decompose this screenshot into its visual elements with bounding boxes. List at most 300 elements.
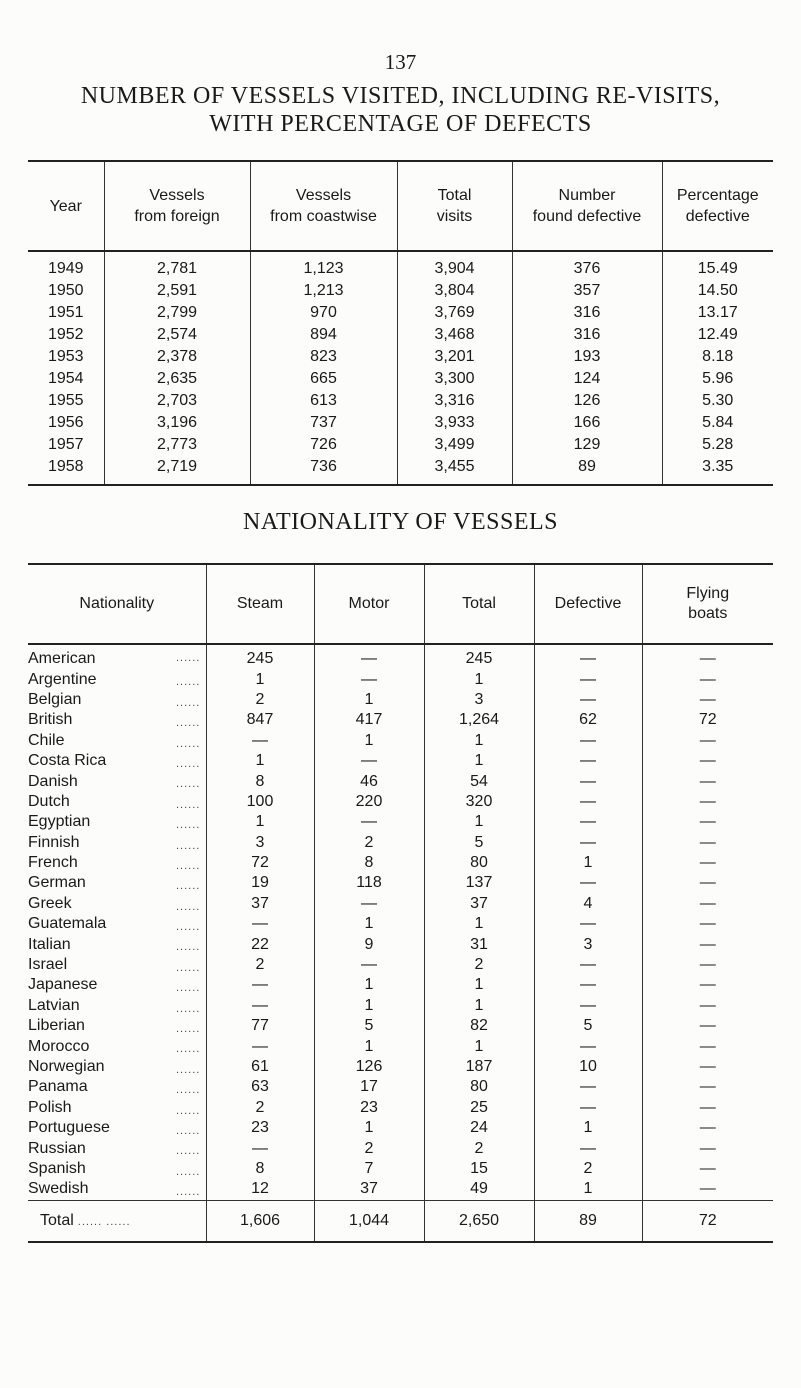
table-header-row [28, 161, 773, 251]
table-cell: 3,300 [397, 368, 512, 390]
column-header: Motor [314, 564, 424, 644]
table-cell: 1 [314, 975, 424, 995]
table-cell: 15 [424, 1159, 534, 1179]
table-cell: 2,773 [104, 434, 250, 456]
table-row [28, 771, 773, 791]
table-cell: — [534, 644, 642, 669]
table-cell: 12 [206, 1179, 314, 1200]
table-cell: 5 [314, 1016, 424, 1036]
table-cell: 23 [206, 1118, 314, 1138]
table-cell: — [534, 1098, 642, 1118]
table-cell: 1950 [47, 282, 84, 299]
table-cell: 1 [534, 853, 642, 873]
table-cell: 3,201 [397, 346, 512, 368]
table-cell: 129 [512, 434, 662, 456]
nationality-name: Polish ...... [28, 1098, 206, 1118]
table-cell: — [642, 1036, 773, 1056]
table-cell: 72 [206, 853, 314, 873]
table-cell: — [534, 955, 642, 975]
table-cell: — [534, 669, 642, 689]
table-cell: 3 [424, 690, 534, 710]
table-cell: 5.30 [662, 390, 773, 412]
table-cell: — [206, 975, 314, 995]
table-row [28, 280, 773, 302]
table-cell: — [642, 1159, 773, 1179]
page-title-line-1: NUMBER OF VESSELS VISITED, INCLUDING RE-VISITS, [80, 83, 721, 109]
table-cell: — [642, 669, 773, 689]
table-row [28, 751, 773, 771]
table-cell: 49 [424, 1179, 534, 1200]
leader-dots: ...... [176, 880, 201, 893]
leader-dots: ...... [176, 982, 201, 995]
total-cell: 89 [534, 1200, 642, 1242]
table-cell: 77 [206, 1016, 314, 1036]
table-cell: 25 [424, 1098, 534, 1118]
column-header: Total [424, 564, 534, 644]
leader-dots: ...... [176, 1145, 201, 1158]
table-cell: — [534, 751, 642, 771]
table-cell: — [642, 792, 773, 812]
table-cell: 1 [314, 1118, 424, 1138]
table-row [28, 1036, 773, 1056]
table-cell: 37 [424, 894, 534, 914]
table-cell: 100 [206, 792, 314, 812]
table-row [28, 434, 773, 456]
table-cell: 5 [534, 1016, 642, 1036]
table-cell: 37 [314, 1179, 424, 1200]
total-label: Total ...... ...... [28, 1200, 206, 1242]
table-cell: — [642, 873, 773, 893]
table-cell: 1 [424, 996, 534, 1016]
nationality-name: British ...... [28, 710, 206, 730]
table-cell: — [642, 996, 773, 1016]
leader-dots: ...... [176, 1023, 201, 1036]
column-header: Vessels from foreign [104, 161, 250, 251]
table-cell: 2,635 [104, 368, 250, 390]
table-cell: 17 [314, 1077, 424, 1097]
table-cell: 737 [250, 412, 397, 434]
table-cell: — [642, 853, 773, 873]
table-row [28, 1057, 773, 1077]
table-cell: 970 [250, 302, 397, 324]
table-cell: 2 [206, 1098, 314, 1118]
table-cell: 3,804 [397, 280, 512, 302]
table-cell: 1952 [47, 326, 84, 343]
table-cell: 9 [314, 934, 424, 954]
table-cell: — [534, 1138, 642, 1158]
table-cell: 2 [424, 1138, 534, 1158]
nationality-name: Norwegian ...... [28, 1057, 206, 1077]
table-cell: 1 [424, 975, 534, 995]
table-row [28, 853, 773, 873]
total-row [28, 1200, 773, 1242]
table-cell: — [206, 731, 314, 751]
table-row [28, 1118, 773, 1138]
table-cell: — [642, 1118, 773, 1138]
table-cell: — [534, 1077, 642, 1097]
table-cell: 12.49 [662, 324, 773, 346]
table-cell: 1 [206, 751, 314, 771]
table-cell: 2 [314, 1138, 424, 1158]
table-cell: 3,904 [397, 251, 512, 280]
table-row [28, 302, 773, 324]
leader-dots: ...... [176, 1084, 201, 1097]
table-cell: 316 [512, 302, 662, 324]
nationality-name: Danish ...... [28, 771, 206, 791]
table-cell: 1 [314, 996, 424, 1016]
table-cell: — [642, 690, 773, 710]
table-cell: — [642, 751, 773, 771]
table-cell: 10 [534, 1057, 642, 1077]
leader-dots: ...... [176, 1063, 201, 1076]
table-cell: 2,703 [104, 390, 250, 412]
table-cell: 1957 [47, 436, 84, 453]
table-cell: 665 [250, 368, 397, 390]
table-cell: 8 [314, 853, 424, 873]
table-cell: 1 [534, 1179, 642, 1200]
table-cell: — [534, 1036, 642, 1056]
table-cell: 15.49 [662, 251, 773, 280]
table-cell: 3,196 [104, 412, 250, 434]
table-row [28, 955, 773, 975]
table-row [28, 1138, 773, 1158]
table-cell: — [314, 894, 424, 914]
nationality-name: American ...... [28, 644, 206, 669]
table-cell: 2,781 [104, 251, 250, 280]
table-row [28, 390, 773, 412]
table-cell: 23 [314, 1098, 424, 1118]
table-cell: — [206, 914, 314, 934]
table-cell: 2,574 [104, 324, 250, 346]
table-cell: 1 [314, 1036, 424, 1056]
table-cell: 4 [534, 894, 642, 914]
column-header: Vessels from coastwise [250, 161, 397, 251]
table-cell: 357 [512, 280, 662, 302]
table-cell: 2,799 [104, 302, 250, 324]
table-cell: 1949 [47, 260, 84, 277]
table-row [28, 792, 773, 812]
table-cell: — [642, 914, 773, 934]
table-cell: 3,499 [397, 434, 512, 456]
leader-dots: ...... [176, 961, 201, 974]
table-cell: — [534, 996, 642, 1016]
table-cell: 31 [424, 934, 534, 954]
table-cell: — [206, 1138, 314, 1158]
table-cell: 82 [424, 1016, 534, 1036]
table-cell: — [534, 690, 642, 710]
table-cell: — [534, 873, 642, 893]
table-cell: 376 [512, 251, 662, 280]
table-row [28, 368, 773, 390]
table-cell: — [314, 751, 424, 771]
table-cell: 5.96 [662, 368, 773, 390]
table-cell: — [314, 669, 424, 689]
table-cell: — [314, 955, 424, 975]
leader-dots: ...... [176, 1165, 201, 1178]
leader-dots: ...... [176, 819, 201, 832]
table-cell: 2 [206, 690, 314, 710]
table-cell: 3,769 [397, 302, 512, 324]
table-cell: 1 [314, 731, 424, 751]
table-cell: 1,123 [250, 251, 397, 280]
table-cell: 3,455 [397, 456, 512, 485]
table-row [28, 251, 773, 280]
table-cell: — [642, 1016, 773, 1036]
table-row [28, 1098, 773, 1118]
table-cell: 2,719 [104, 456, 250, 485]
table-cell: 316 [512, 324, 662, 346]
column-header: Defective [534, 564, 642, 644]
table-row [28, 975, 773, 995]
table-cell: 5.84 [662, 412, 773, 434]
table-cell: 1956 [47, 414, 84, 431]
table-cell: 126 [314, 1057, 424, 1077]
table-cell: 126 [512, 390, 662, 412]
page-title-line-2: WITH PERCENTAGE OF DEFECTS [209, 111, 592, 137]
table-cell: 2 [534, 1159, 642, 1179]
table-cell: 1,264 [424, 710, 534, 730]
leader-dots: ...... [176, 717, 201, 730]
table-cell: 1 [424, 751, 534, 771]
nationality-name: Belgian ...... [28, 690, 206, 710]
table-cell: 2 [314, 833, 424, 853]
table-cell: 1958 [28, 456, 104, 485]
nationality-name: Finnish ...... [28, 833, 206, 853]
table-cell: 736 [250, 456, 397, 485]
column-header: Total visits [397, 161, 512, 251]
table-cell: 61 [206, 1057, 314, 1077]
table-cell: — [642, 812, 773, 832]
table-cell: 320 [424, 792, 534, 812]
table-cell: 3 [534, 934, 642, 954]
table-cell: 1 [424, 812, 534, 832]
table-cell: 3.35 [662, 456, 773, 485]
leader-dots: ...... [176, 900, 201, 913]
nationality-name: Costa Rica ...... [28, 751, 206, 771]
column-header: Year [28, 161, 104, 251]
total-cell: 72 [642, 1200, 773, 1242]
leader-dots: ...... [176, 1043, 201, 1056]
nationality-name: Panama ...... [28, 1077, 206, 1097]
table-cell: 847 [206, 710, 314, 730]
table-cell: 1 [314, 690, 424, 710]
table-cell: 22 [206, 934, 314, 954]
table-cell: 37 [206, 894, 314, 914]
table-row [28, 412, 773, 434]
nationality-name: Israel ...... [28, 955, 206, 975]
table-cell: 5.28 [662, 434, 773, 456]
table-cell: — [534, 731, 642, 751]
table-cell: 1 [424, 669, 534, 689]
vessels-visited-table [28, 160, 773, 486]
table-cell: — [642, 1077, 773, 1097]
table-cell: — [642, 833, 773, 853]
table-cell: 2 [206, 955, 314, 975]
table-cell: — [642, 1098, 773, 1118]
table-row [28, 996, 773, 1016]
table-cell: 2 [424, 955, 534, 975]
nationality-name: Japanese ...... [28, 975, 206, 995]
nationality-name: Morocco ...... [28, 1036, 206, 1056]
table-cell: 1 [424, 1036, 534, 1056]
table-cell: 1 [424, 914, 534, 934]
table-cell: 245 [206, 644, 314, 669]
nationality-name: Egyptian ...... [28, 812, 206, 832]
table-cell: — [642, 975, 773, 995]
nationality-name: Chile ...... [28, 731, 206, 751]
table-cell: — [314, 644, 424, 669]
table-row [28, 644, 773, 669]
table-cell: 220 [314, 792, 424, 812]
table-cell: — [534, 833, 642, 853]
total-cell: 1,044 [314, 1200, 424, 1242]
table-row [28, 324, 773, 346]
table-cell: 62 [534, 710, 642, 730]
table-cell: — [534, 914, 642, 934]
table-row [28, 833, 773, 853]
column-header: Steam [206, 564, 314, 644]
table-row [28, 690, 773, 710]
table-cell: 1 [314, 914, 424, 934]
table-cell: 1951 [47, 304, 84, 321]
leader-dots: ...... [176, 757, 201, 770]
table-cell: — [642, 1179, 773, 1200]
table-cell: 1 [206, 669, 314, 689]
table-cell: 2,378 [104, 346, 250, 368]
leader-dots: ...... [176, 737, 201, 750]
table-cell: 823 [250, 346, 397, 368]
nationality-name: Italian ...... [28, 934, 206, 954]
nationality-table [28, 563, 773, 1243]
table-cell: 46 [314, 771, 424, 791]
table-cell: 54 [424, 771, 534, 791]
table-cell: 3,316 [397, 390, 512, 412]
table-cell: — [642, 771, 773, 791]
total-cell: 2,650 [424, 1200, 534, 1242]
table-row [28, 1077, 773, 1097]
table-cell: 7 [314, 1159, 424, 1179]
leader-dots: ...... [176, 1124, 201, 1137]
table-cell: 726 [250, 434, 397, 456]
nationality-name: Dutch ...... [28, 792, 206, 812]
leader-dots: ...... [176, 941, 201, 954]
nationality-name: Latvian ...... [28, 996, 206, 1016]
leader-dots: ...... [176, 652, 201, 664]
table-cell: — [642, 894, 773, 914]
table-cell: 1,213 [250, 280, 397, 302]
table-row [28, 456, 773, 485]
table-row [28, 710, 773, 730]
table-cell: 14.50 [662, 280, 773, 302]
table-cell: 8.18 [662, 346, 773, 368]
table-cell: — [534, 771, 642, 791]
table-header-row [28, 564, 773, 644]
table-cell: 80 [424, 853, 534, 873]
table-cell: — [642, 731, 773, 751]
table-row [28, 731, 773, 751]
table-cell: 417 [314, 710, 424, 730]
table-row [28, 914, 773, 934]
leader-dots: ...... [176, 676, 201, 689]
table-cell: 5 [424, 833, 534, 853]
table-cell: — [534, 812, 642, 832]
table-row [28, 1179, 773, 1200]
table-row [28, 934, 773, 954]
table-cell: 8 [206, 1159, 314, 1179]
table-row [28, 873, 773, 893]
leader-dots: ...... [176, 921, 201, 934]
table-cell: 166 [512, 412, 662, 434]
column-header: Flying boats [642, 564, 773, 644]
page-number: 137 [384, 50, 417, 74]
leader-dots: ...... [176, 778, 201, 791]
nationality-name: French ...... [28, 853, 206, 873]
table-cell: 3,933 [397, 412, 512, 434]
leader-dots: ...... ...... [77, 1215, 131, 1228]
table-cell: — [206, 996, 314, 1016]
table-cell: — [206, 1036, 314, 1056]
nationality-name: German ...... [28, 873, 206, 893]
table-cell: 187 [424, 1057, 534, 1077]
table-cell: 118 [314, 873, 424, 893]
column-header: Percentage defective [662, 161, 773, 251]
nationality-name: Portuguese ...... [28, 1118, 206, 1138]
table-cell: 1 [424, 731, 534, 751]
table-cell: 89 [512, 456, 662, 485]
table-cell: 13.17 [662, 302, 773, 324]
nationality-name: Argentine ...... [28, 669, 206, 689]
table-row [28, 346, 773, 368]
leader-dots: ...... [176, 859, 201, 872]
table-cell: 1954 [47, 370, 84, 387]
table-row [28, 1016, 773, 1036]
table-cell: — [642, 1138, 773, 1158]
table-cell: 3 [206, 833, 314, 853]
leader-dots: ...... [176, 1002, 201, 1015]
table-cell: 613 [250, 390, 397, 412]
table-cell: — [642, 644, 773, 669]
table-row [28, 894, 773, 914]
table-row [28, 1159, 773, 1179]
table-cell: 19 [206, 873, 314, 893]
table-cell: 137 [424, 873, 534, 893]
total-cell: 1,606 [206, 1200, 314, 1242]
leader-dots: ...... [176, 1186, 201, 1199]
leader-dots: ...... [176, 798, 201, 811]
leader-dots: ...... [176, 696, 201, 709]
nationality-name: Russian ...... [28, 1138, 206, 1158]
table-cell: 245 [424, 644, 534, 669]
table-cell: — [642, 955, 773, 975]
table-row [28, 669, 773, 689]
table-cell: 1 [534, 1118, 642, 1138]
table-cell: — [314, 812, 424, 832]
table-cell: 2,591 [104, 280, 250, 302]
nationality-name: Liberian ...... [28, 1016, 206, 1036]
table-cell: 24 [424, 1118, 534, 1138]
nationality-name: Greek ...... [28, 894, 206, 914]
column-header: Nationality [28, 564, 206, 644]
table-cell: 193 [512, 346, 662, 368]
table-cell: 894 [250, 324, 397, 346]
table-cell: — [642, 934, 773, 954]
table-cell: — [642, 1057, 773, 1077]
table-cell: 124 [512, 368, 662, 390]
table-cell: 80 [424, 1077, 534, 1097]
leader-dots: ...... [176, 1104, 201, 1117]
table-row [28, 812, 773, 832]
leader-dots: ...... [176, 839, 201, 852]
